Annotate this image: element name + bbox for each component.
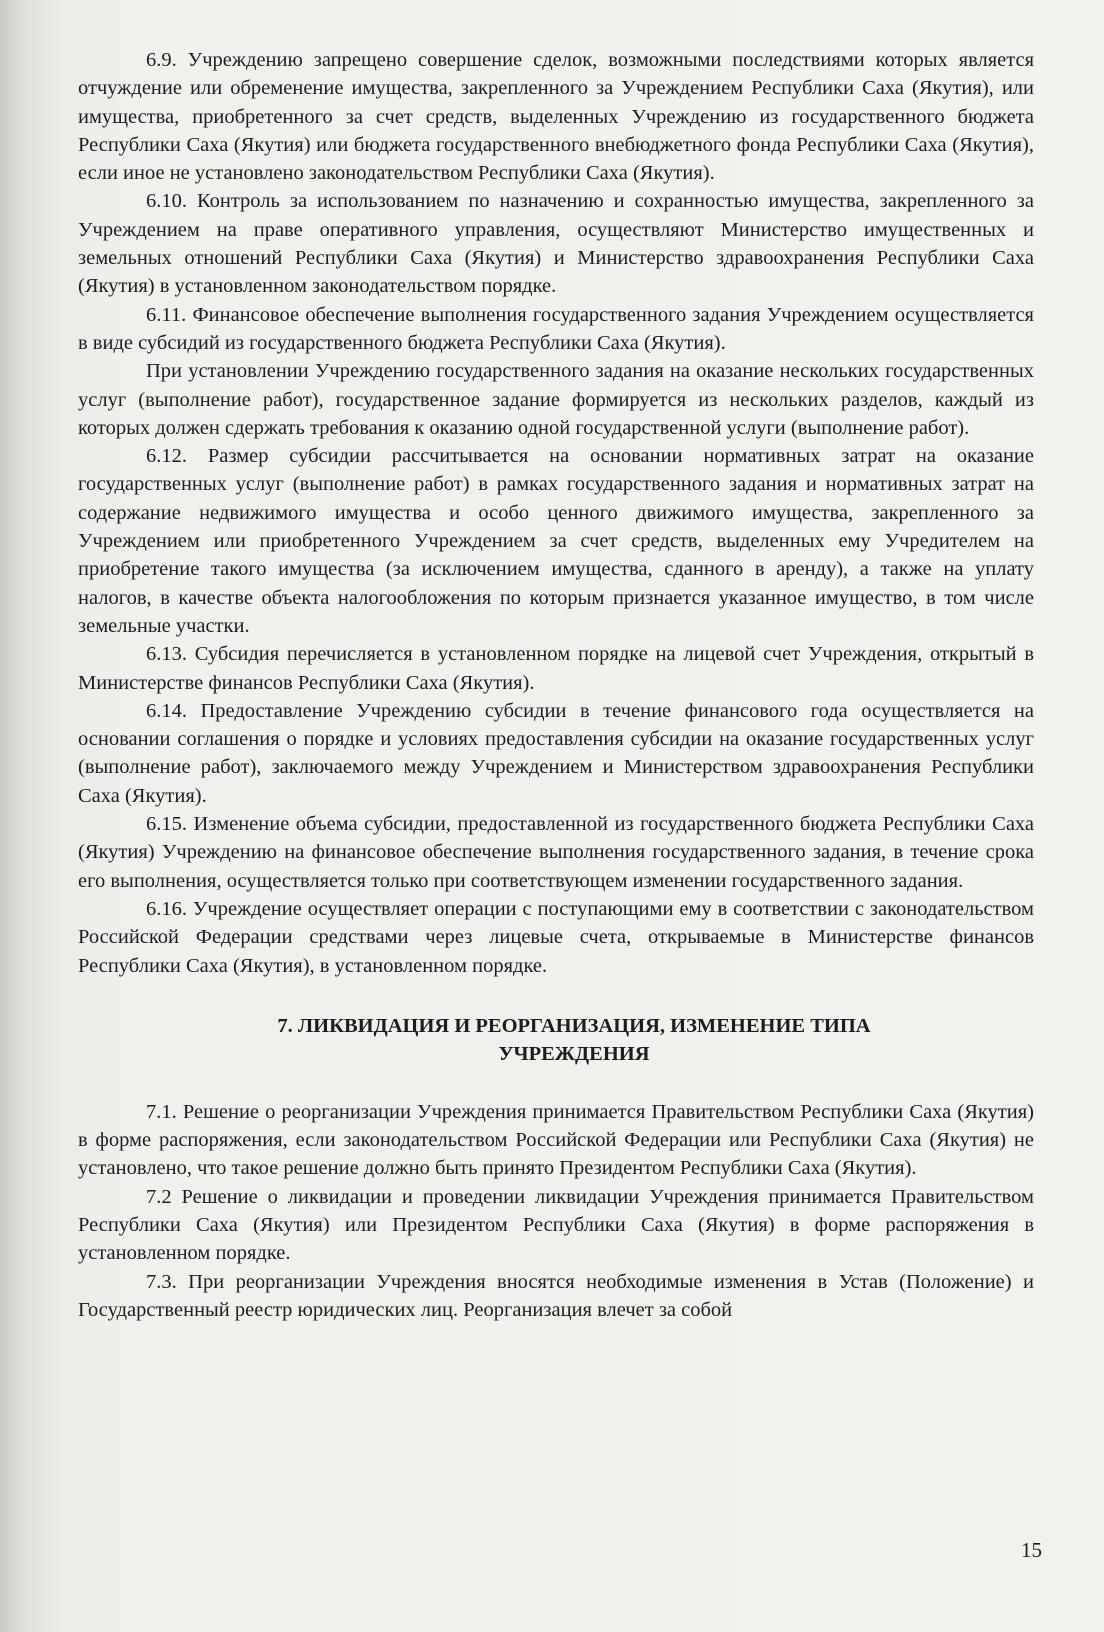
paragraph-6-9: 6.9. Учреждению запрещено совершение сделок, возможными последствиями которых является отчуждение или обременение имущества, закрепленного за Учреждением Республики Саха (Якутия), или имущества, приобретенного за счет средств, выделенных Учреждению из государственного бюджета Республики Саха (Якутия) или бюджета государственного внебюджетного фонда Республики Саха (Якутия), если иное не установлено законодательством Республики Саха (Якутия). (78, 49, 1034, 185)
section-7-heading-line-1: 7. ЛИКВИДАЦИЯ И РЕОРГАНИЗАЦИЯ, ИЗМЕНЕНИЕ ТИПА (277, 1014, 871, 1037)
section-7-heading (78, 1012, 1034, 1068)
paragraph-6-13: 6.13. Субсидия перечисляется в установленном порядке на лицевой счет Учреждения, открытый в Министерстве финансов Республики Саха (Якутия). (78, 643, 1034, 694)
paragraph-7-3: 7.3. При реорганизации Учреждения вносятся необходимые изменения в Устав (Положение) и Государственный реестр юридических лиц. Реорганизация влечет за собой (78, 1270, 1034, 1321)
document-body (78, 46, 1034, 1324)
paragraph-6-11: 6.11. Финансовое обеспечение выполнения государственного задания Учреждением осуществляется в виде субсидий из государственного бюджета Республики Саха (Якутия). (78, 303, 1034, 354)
paragraph-7-2: 7.2 Решение о ликвидации и проведении ликвидации Учреждения принимается Правительством Республики Саха (Якутия) или Президентом Республики Саха (Якутия) в форме распоряжения в установленном порядке. (78, 1185, 1034, 1265)
paragraph-6-12: 6.12. Размер субсидии рассчитывается на основании нормативных затрат на оказание государственных услуг (выполнение работ) в рамках государственного задания и нормативных затрат на содержание недвижимого имущества и особо ценного движимого имущества, закрепленного за Учреждением или приобретенного Учреждением за счет средств, выделенных ему Учредителем на приобретение такого имущества (за исключением имущества, сданного в аренду), а также на уплату налогов, в качестве объекта налогообложения по которым признается указанное имущество, в том числе земельные участки. (78, 445, 1034, 637)
paragraph-6-10: 6.10. Контроль за использованием по назначению и сохранностью имущества, закрепленного за Учреждением на праве оперативного управления, осуществляют Министерство имущественных и земельных отношений Республики Саха (Якутия) и Министерство здравоохранения Республики Саха (Якутия) в установленном законодательством порядке. (78, 190, 1034, 298)
paragraph-6-15: 6.15. Изменение объема субсидии, предоставленной из государственного бюджета Республики Саха (Якутия) Учреждению на финансовое обеспечение выполнения государственного задания, в течение срока его выполнения, осуществляется только при соответствующем изменении государственного задания. (78, 813, 1034, 892)
paragraph-7-1: 7.1. Решение о реорганизации Учреждения принимается Правительством Республики Саха (Якутия) в форме распоряжения, если законодательством Российской Федерации или Республики Саха (Якутия) не установлено, что такое решение должно быть принято Президентом Республики Саха (Якутия). (78, 1100, 1034, 1180)
page-number: 15 (1021, 1538, 1042, 1562)
paragraph-6-16: 6.16. Учреждение осуществляет операции с поступающими ему в соответствии с законодательством Российской Федерации средствами через лицевые счета, открываемые в Министерстве финансов Республики Саха (Якутия), в установленном порядке. (78, 897, 1034, 977)
section-7-heading-line-2: УЧРЕЖДЕНИЯ (498, 1042, 650, 1065)
paragraph-6-14: 6.14. Предоставление Учреждению субсидии в течение финансового года осуществляется на основании соглашения о порядке и условиях предоставления субсидии на оказание государственных услуг (выполнение работ), заключаемого между Учреждением и Министерством здравоохранения Республики Саха (Якутия). (78, 699, 1034, 807)
paragraph-6-11-continued: При установлении Учреждению государственного задания на оказание нескольких государственных услуг (выполнение работ), государственное задание формируется из нескольких разделов, каждый из которых должен сдержать требования к оказанию одной государственной услуги (выполнение работ). (78, 360, 1034, 439)
